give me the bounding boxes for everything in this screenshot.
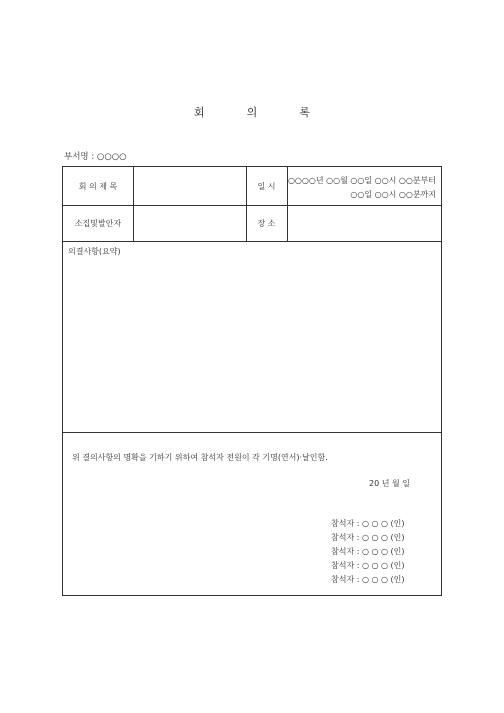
- datetime-start: ○○○○년 ○○월 ○○일 ○○시 ○○분부터: [287, 176, 436, 185]
- datetime-end: ○○일 ○○시 ○○분까지: [350, 190, 436, 199]
- document-title: [0, 104, 504, 120]
- meeting-title-field[interactable]: [134, 171, 246, 201]
- column-divider: [246, 167, 247, 241]
- meeting-title-label: 회 의 제 목: [78, 182, 118, 191]
- row-divider: [63, 432, 441, 433]
- title-char: 록: [299, 106, 310, 119]
- row-divider: [63, 241, 441, 242]
- statement-text: 위 결의사항의 명확을 기하기 위하여 참석자 전원이 각 기명(연서)·날인함.: [72, 453, 328, 462]
- department-label: 부서명 : ○○○○: [64, 152, 127, 162]
- attendee-line: 참석자 : ○ ○ ○ (인): [331, 547, 405, 556]
- title-char: 의: [246, 106, 258, 119]
- signature-date: 20 년 월 일: [369, 479, 410, 488]
- attendee-line: 참석자 : ○ ○ ○ (인): [331, 575, 405, 584]
- attendee-line: 참석자 : ○ ○ ○ (인): [331, 561, 405, 570]
- attendee-line: 참석자 : ○ ○ ○ (인): [331, 533, 405, 542]
- minutes-form: [62, 166, 442, 596]
- resolution-field[interactable]: [68, 262, 436, 427]
- attendee-line: 참석자 : ○ ○ ○ (인): [331, 519, 405, 528]
- title-char: 회: [194, 106, 205, 119]
- datetime-label: 일 시: [257, 182, 276, 191]
- place-field[interactable]: [288, 207, 438, 239]
- row-divider: [63, 205, 441, 206]
- convener-label: 소집및발안자: [74, 219, 122, 228]
- place-label: 장 소: [257, 219, 276, 228]
- resolution-label: 의결사항(요약): [68, 247, 121, 256]
- convener-field[interactable]: [134, 207, 246, 239]
